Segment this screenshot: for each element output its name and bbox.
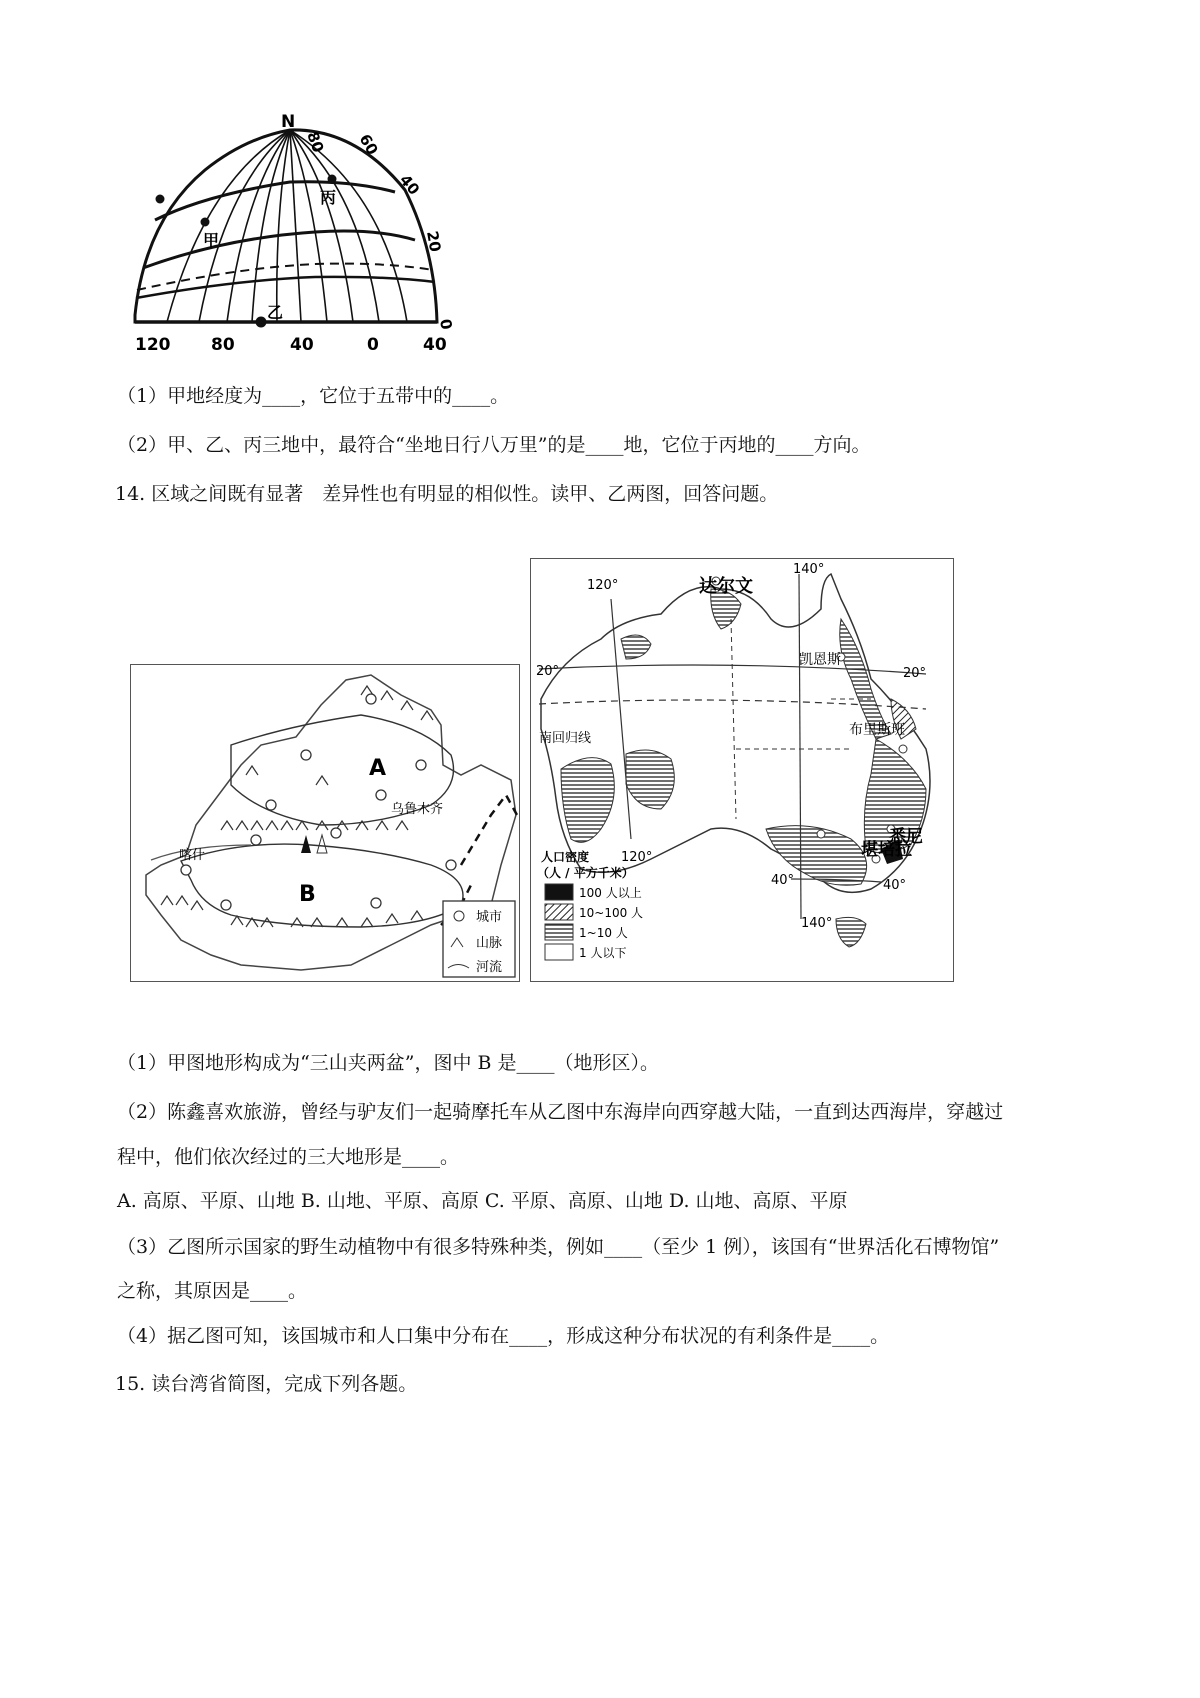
q14-part2-line1: （2）陈鑫喜欢旅游，曾经与驴友们一起骑摩托车从乙图中东海岸向西穿越大陆，一直到达西海岸，穿越过 — [117, 1101, 1004, 1123]
legend-swatch-1 — [545, 884, 573, 900]
legend-city-icon — [454, 911, 464, 921]
lat-label-20-left: 20° — [536, 664, 560, 679]
lon-label-120: 120 — [135, 335, 171, 355]
tasmania — [836, 917, 866, 947]
lat-label-0: 0 — [436, 317, 456, 331]
lon-label-140-bottom: 140° — [801, 916, 833, 931]
tropic-label: 南回归线 — [539, 731, 592, 746]
lat-label-60: 60 — [355, 131, 382, 159]
lon-label-120-top: 120° — [587, 578, 619, 593]
map-jia-svg — [131, 665, 519, 981]
legend-river-label: 河流 — [476, 960, 503, 975]
kashgar-label: 喀什 — [179, 848, 206, 863]
border-dash — [461, 795, 517, 865]
legend-swatch-2 — [545, 904, 573, 920]
meridian — [227, 130, 290, 322]
legend-unit: （人 / 平方千米） — [537, 866, 634, 880]
legend-item-4: 1 人以下 — [579, 946, 627, 960]
q13-part1: （1）甲地经度为____，它位于五带中的____。 — [117, 385, 510, 407]
lon-label-120-bottom: 120° — [621, 850, 653, 865]
region-a-label: A — [369, 756, 387, 781]
q13-part2: （2）甲、乙、丙三地中，最符合“坐地日行八万里”的是____地，它位于丙地的____方向。 — [117, 434, 871, 456]
north-label: N — [281, 112, 296, 132]
urumqi-label: 乌鲁木齐 — [391, 802, 444, 817]
map-yi — [530, 558, 954, 982]
q14-part2-line2: 程中，他们依次经过的三大地形是____。 — [117, 1146, 460, 1168]
legend-swatch-3 — [545, 924, 573, 940]
lat-label-20-right: 20° — [903, 666, 927, 681]
lat-label-40-left: 40° — [771, 873, 795, 888]
point-yi-label: 乙 — [267, 303, 284, 322]
q14-stem: 14. 区域之间既有显著 差异性也有明显的相似性。读甲、乙两图，回答问题。 — [115, 483, 779, 505]
parallel-20 — [136, 277, 435, 298]
q14-part1: （1）甲图地形构成为“三山夹两盆”，图中 B 是____（地形区）。 — [117, 1052, 660, 1074]
point-jia-dot — [201, 218, 210, 227]
lon-label-140-top: 140° — [793, 562, 825, 577]
legend-swatch-4 — [545, 944, 573, 960]
lat-label-20: 20 — [423, 229, 445, 254]
q15-stem: 15. 读台湾省简图，完成下列各题。 — [115, 1373, 418, 1395]
legend-city-label: 城市 — [476, 910, 503, 925]
lat-label-40: 40 — [395, 171, 424, 199]
sydney-label: 悉尼 — [889, 827, 923, 847]
point-bing-label: 丙 — [320, 188, 337, 207]
lon-label-0: 0 — [367, 335, 379, 355]
point-dot — [156, 195, 165, 204]
meridian — [252, 130, 290, 322]
legend-item-1: 100 人以上 — [579, 886, 642, 900]
q14-part3-line1: （3）乙图所示国家的野生动植物中有很多特殊种类，例如____（至少 1 例），该国有“世界活化石博物馆” — [117, 1236, 1000, 1258]
q14-part4: （4）据乙图可知，该国城市和人口集中分布在____，形成这种分布状况的有利条件是____。 — [117, 1325, 890, 1347]
peak-marker-outline — [317, 835, 327, 853]
region-b-label: B — [299, 882, 316, 907]
graticule-figure — [115, 100, 475, 360]
q14-part3-line2: 之称，其原因是____。 — [117, 1280, 308, 1302]
darwin-label: 达尔文 — [699, 576, 753, 597]
lat-label-40-right: 40° — [883, 878, 907, 893]
legend-title: 人口密度 — [541, 850, 590, 864]
point-jia-label: 甲 — [203, 231, 220, 250]
lon-label-80: 80 — [211, 335, 235, 355]
parallel-40 — [143, 231, 415, 268]
legend-item-3: 1~10 人 — [579, 926, 628, 940]
legend-item-2: 10~100 人 — [579, 906, 644, 920]
map-yi-svg — [531, 559, 953, 981]
legend-mountain-label: 山脉 — [476, 936, 503, 951]
brisbane-label: 布里斯班 — [849, 722, 905, 738]
canberra-label: 堪培拉 — [861, 840, 912, 860]
lat-label-80: 80 — [303, 129, 328, 155]
cairns-label: 凯恩斯 — [799, 652, 841, 668]
map-jia — [130, 664, 520, 982]
point-yi-dot — [256, 317, 267, 328]
lon-label-40: 40 — [290, 335, 314, 355]
parallel-60 — [155, 182, 395, 220]
basin-b-outline — [181, 844, 463, 927]
point-bing-dot — [328, 175, 337, 184]
lon-label-40e: 40 — [423, 335, 447, 355]
q14-options: A. 高原、平原、山地 B. 山地、平原、高原 C. 平原、高原、山地 D. 山地、高原、平原 — [117, 1190, 848, 1212]
